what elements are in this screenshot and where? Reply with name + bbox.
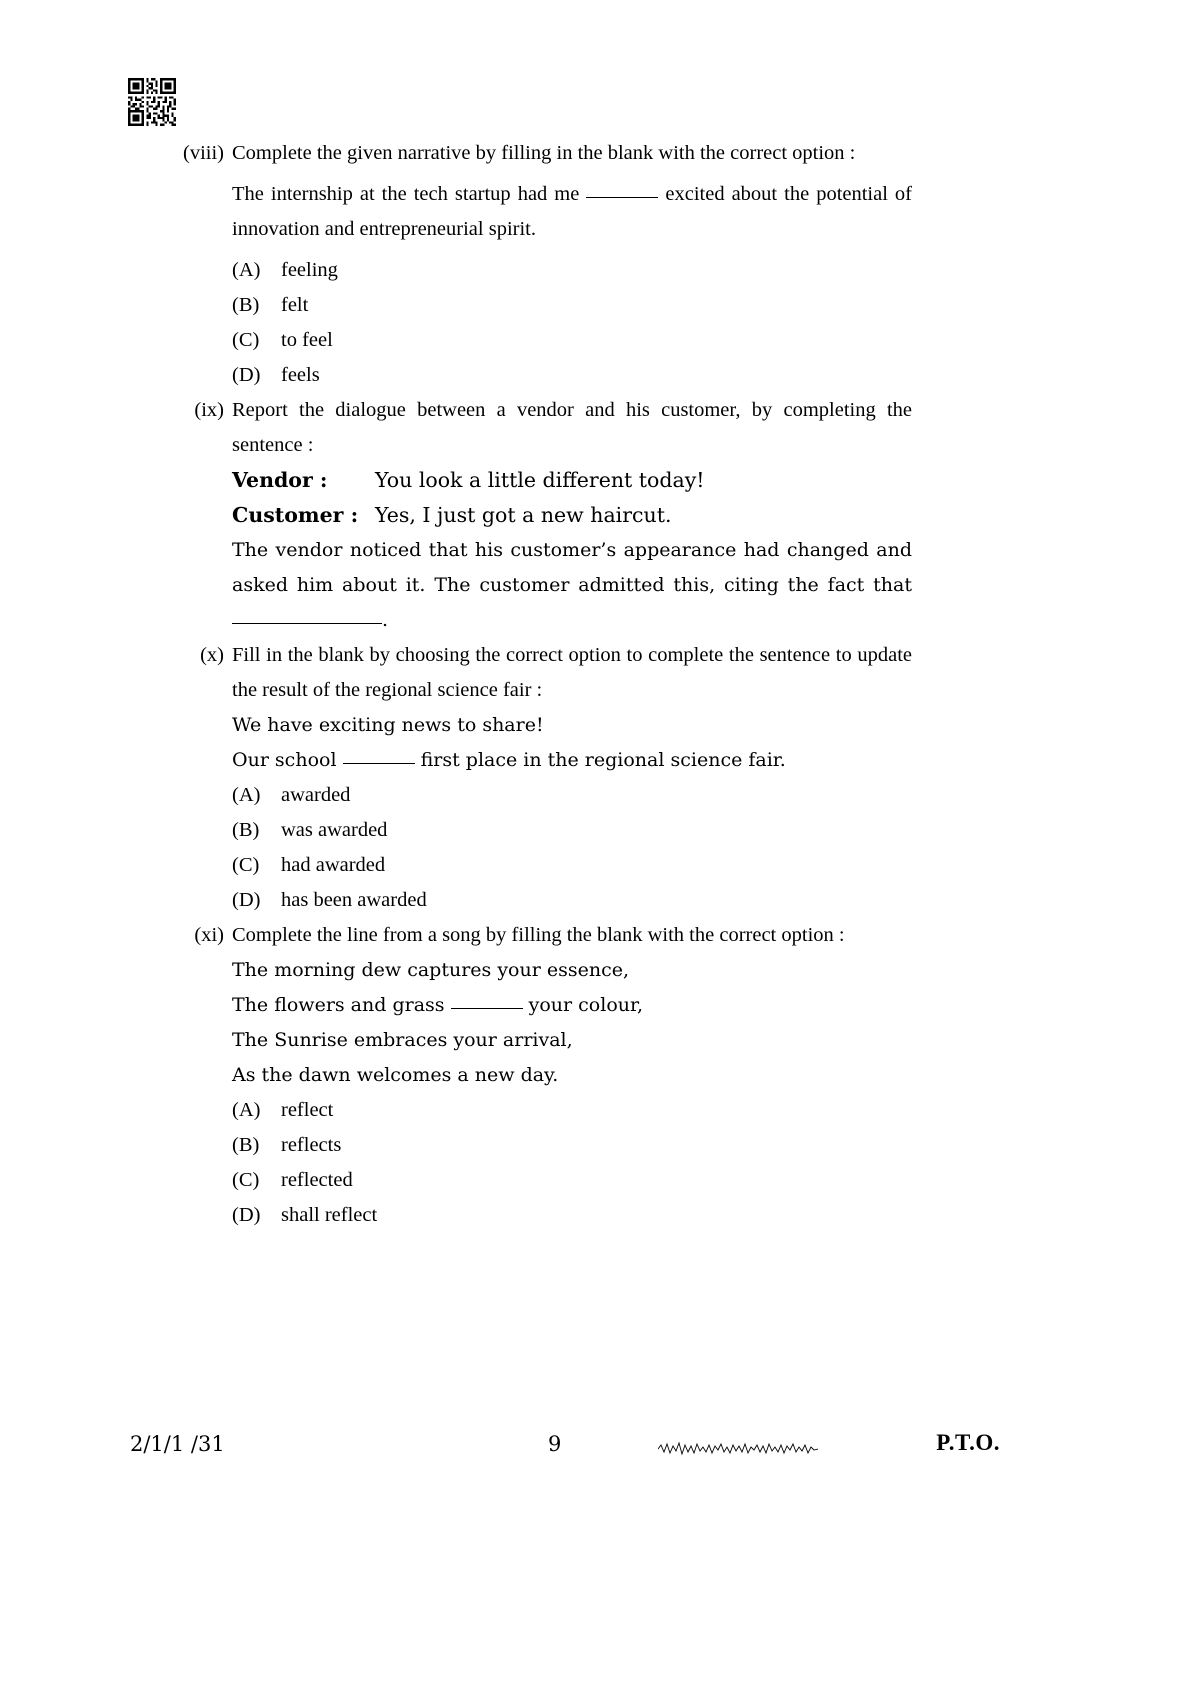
- page-number: 9: [548, 1432, 562, 1456]
- question-prompt-ix: Report the dialogue between a vendor and his customer, by completing the sentence :: [232, 399, 912, 456]
- option-label: (B): [232, 294, 260, 316]
- option-text: feels: [281, 364, 320, 386]
- option-label: (B): [232, 1134, 260, 1156]
- option-label: (A): [232, 259, 261, 281]
- option-text: awarded: [281, 784, 351, 806]
- option-text: felt: [281, 294, 309, 316]
- stem-text-after-blank: first place in the regional science fair.: [420, 749, 786, 771]
- question-stem-x: [232, 743, 912, 778]
- fill-in-blank: [232, 623, 382, 624]
- qr-code: [128, 78, 176, 126]
- option-label: (D): [232, 1204, 261, 1226]
- option-viii-c[interactable]: [232, 323, 912, 358]
- question-stem-viii: [232, 177, 912, 247]
- squiggle-mark-icon: [658, 1440, 818, 1458]
- question-answer-stem-ix: [232, 533, 912, 638]
- option-xi-a[interactable]: [232, 1093, 912, 1128]
- option-label: (C): [232, 854, 260, 876]
- question-marker-xi: (xi): [194, 924, 224, 946]
- dialogue-line-customer: [232, 498, 912, 533]
- stem-text-after-blank: excited about the potential of innovation and entrepreneurial spirit.: [232, 183, 913, 240]
- option-label: (C): [232, 329, 260, 351]
- song-line-2: [232, 988, 912, 1023]
- question-xi: [160, 918, 912, 1233]
- option-text: reflect: [281, 1099, 334, 1121]
- dialogue-text: You look a little different today!: [375, 468, 705, 492]
- option-viii-b[interactable]: [232, 288, 912, 323]
- question-marker-ix: (ix): [194, 399, 224, 421]
- option-label: (D): [232, 364, 261, 386]
- song-line-4: As the dawn welcomes a new day.: [232, 1064, 559, 1086]
- fill-in-blank: [343, 763, 415, 764]
- question-x: [160, 638, 912, 918]
- option-xi-b[interactable]: [232, 1128, 912, 1163]
- stem-text-before-blank: The vendor noticed that his customer’s appearance had changed and asked him about it. The customer admitted this, citing the fact that: [232, 539, 912, 596]
- dialogue-speaker: Customer :: [232, 503, 359, 527]
- question-viii: [160, 136, 912, 393]
- option-x-b[interactable]: [232, 813, 912, 848]
- option-xi-d[interactable]: [232, 1198, 912, 1233]
- pto-note: P.T.O.: [936, 1430, 1000, 1455]
- option-text: to feel: [281, 329, 333, 351]
- question-ix: [160, 393, 912, 638]
- option-label: (A): [232, 784, 261, 806]
- dialogue-text: Yes, I just got a new haircut.: [375, 503, 672, 527]
- stem-text-before-blank: The internship at the tech startup had me: [232, 183, 580, 205]
- question-prompt-viii: Complete the given narrative by filling in the blank with the correct option :: [232, 142, 856, 164]
- dialogue-line-vendor: [232, 463, 912, 498]
- question-lead-line-x: We have exciting news to share!: [232, 714, 544, 736]
- option-text: has been awarded: [281, 889, 427, 911]
- option-label: (C): [232, 1169, 260, 1191]
- stem-text-after-blank: .: [382, 609, 389, 631]
- option-viii-d[interactable]: [232, 358, 912, 393]
- option-xi-c[interactable]: [232, 1163, 912, 1198]
- option-x-c[interactable]: [232, 848, 912, 883]
- fill-in-blank: [586, 197, 658, 198]
- option-text: reflected: [281, 1169, 353, 1191]
- dialogue-speaker: Vendor :: [232, 468, 328, 492]
- fill-in-blank: [451, 1008, 523, 1009]
- song-text-before-blank: The flowers and grass: [232, 994, 445, 1016]
- page-footer: [130, 1432, 1060, 1466]
- option-x-d[interactable]: [232, 883, 912, 918]
- song-line-1: The morning dew captures your essence,: [232, 959, 629, 981]
- question-list: [160, 136, 912, 1233]
- option-label: (D): [232, 889, 261, 911]
- question-marker-viii: (viii): [183, 142, 224, 164]
- option-text: had awarded: [281, 854, 386, 876]
- song-line-3: The Sunrise embraces your arrival,: [232, 1029, 573, 1051]
- option-text: was awarded: [281, 819, 388, 841]
- option-text: feeling: [281, 259, 338, 281]
- paper-code: 2/1/1 /31: [130, 1432, 225, 1456]
- question-prompt-xi: Complete the line from a song by filling the blank with the correct option :: [232, 924, 845, 946]
- option-text: shall reflect: [281, 1204, 378, 1226]
- option-viii-a[interactable]: [232, 253, 912, 288]
- question-marker-x: (x): [200, 644, 224, 666]
- option-x-a[interactable]: [232, 778, 912, 813]
- question-prompt-x: Fill in the blank by choosing the correct option to complete the sentence to update the result of the regional science fair :: [232, 644, 912, 701]
- option-text: reflects: [281, 1134, 342, 1156]
- stem-text-before-blank: Our school: [232, 749, 337, 771]
- option-label: (B): [232, 819, 260, 841]
- option-label: (A): [232, 1099, 261, 1121]
- song-text-after-blank: your colour,: [528, 994, 644, 1016]
